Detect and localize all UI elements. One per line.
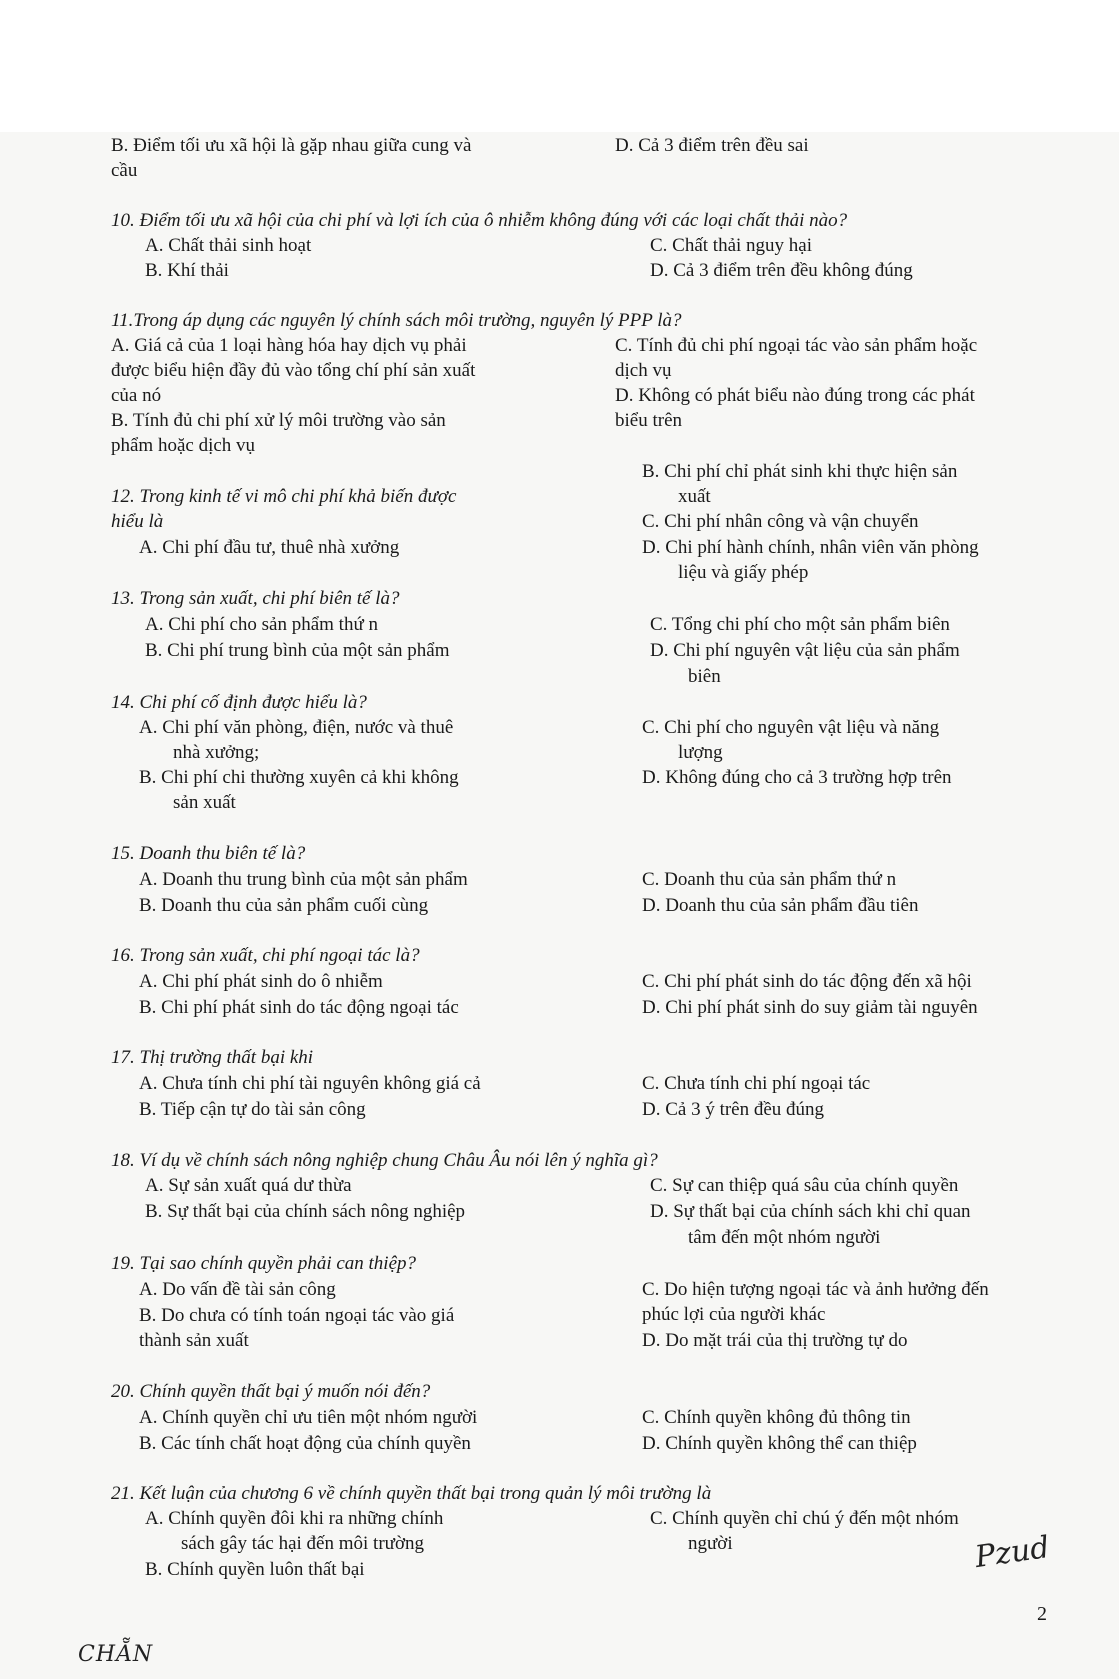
answer-line: cầu: [111, 160, 138, 181]
question-text: 17. Thị trường thất bại khi: [111, 1047, 314, 1068]
answer-line: C. Chi phí phát sinh do tác động đến xã hội: [642, 971, 972, 992]
answer-line: B. Do chưa có tính toán ngoại tác vào giá: [139, 1305, 455, 1326]
answer-line: C. Tính đủ chi phí ngoại tác vào sản phẩm hoặc: [615, 335, 978, 356]
answer-line: D. Sự thất bại của chính sách khi chỉ quan: [650, 1201, 971, 1222]
answer-line: biểu trên: [615, 410, 683, 431]
answer-line: A. Chất thải sinh hoạt: [145, 235, 312, 256]
answer-line: được biểu hiện đầy đủ vào tổng chí phí sản xuất: [111, 360, 476, 381]
answer-line: người: [688, 1533, 733, 1554]
answer-line: C. Sự can thiệp quá sâu của chính quyền: [650, 1175, 959, 1196]
answer-line: A. Chi phí phát sinh do ô nhiễm: [139, 971, 383, 992]
question-text: 15. Doanh thu biên tế là?: [111, 843, 306, 864]
answer-line: thành sản xuất: [139, 1330, 249, 1351]
answer-line: B. Tính đủ chi phí xử lý môi trường vào sản: [111, 410, 446, 431]
answer-line: D. Chi phí phát sinh do suy giảm tài nguyên: [642, 997, 978, 1018]
answer-line: C. Chính quyền chỉ chú ý đến một nhóm: [650, 1508, 959, 1529]
answer-line: B. Doanh thu của sản phẩm cuối cùng: [139, 895, 429, 916]
answer-line: tâm đến một nhóm người: [688, 1227, 881, 1248]
answer-line: dịch vụ: [615, 360, 672, 381]
answer-line: B. Chi phí trung bình của một sản phẩm: [145, 640, 450, 661]
handwritten-note: CHẴN: [78, 1642, 154, 1667]
answer-line: C. Chưa tính chi phí ngoại tác: [642, 1073, 871, 1094]
answer-line: B. Chi phí chỉ phát sinh khi thực hiện sản: [642, 461, 958, 482]
question-text: 14. Chi phí cố định được hiểu là?: [111, 692, 367, 713]
answer-line: D. Chi phí nguyên vật liệu của sản phẩm: [650, 640, 960, 661]
answer-line: phúc lợi của người khác: [642, 1304, 826, 1325]
answer-line: B. Tiếp cận tự do tài sản công: [139, 1099, 366, 1120]
question-text: 11.Trong áp dụng các nguyên lý chính sách môi trường, nguyên lý PPP là?: [111, 310, 682, 331]
question-text: 13. Trong sản xuất, chi phí biên tế là?: [111, 588, 400, 609]
answer-line: A. Doanh thu trung bình của một sản phẩm: [139, 869, 468, 890]
answer-line: D. Cả 3 điểm trên đều không đúng: [650, 260, 913, 281]
answer-line: liệu và giấy phép: [678, 562, 809, 583]
answer-line: A. Giá cả của 1 loại hàng hóa hay dịch vụ phải: [111, 335, 467, 356]
answer-line: B. Sự thất bại của chính sách nông nghiệp: [145, 1201, 466, 1222]
question-text: 20. Chính quyền thất bại ý muốn nói đến?: [111, 1381, 431, 1402]
answer-line: sản xuất: [173, 792, 236, 813]
answer-line: B. Các tính chất hoạt động của chính quyền: [139, 1433, 471, 1454]
question-text: 16. Trong sản xuất, chi phí ngoại tác là?: [111, 945, 420, 966]
answer-line: B. Khí thải: [145, 260, 229, 281]
answer-line: C. Do hiện tượng ngoại tác và ảnh hưởng đến: [642, 1279, 989, 1300]
question-text: 19. Tại sao chính quyền phải can thiệp?: [111, 1253, 417, 1274]
answer-line: C. Tổng chi phí cho một sản phẩm biên: [650, 614, 950, 635]
answer-line: phẩm hoặc dịch vụ: [111, 435, 256, 456]
answer-line: C. Chính quyền không đủ thông tin: [642, 1407, 911, 1428]
answer-line: A. Chi phí cho sản phẩm thứ n: [145, 614, 379, 635]
answer-line: sách gây tác hại đến môi trường: [181, 1533, 424, 1554]
answer-line: D. Không có phát biểu nào đúng trong các phát: [615, 385, 975, 406]
question-text: 21. Kết luận của chương 6 về chính quyền thất bại trong quản lý môi trường là: [111, 1483, 712, 1504]
question-text: 10. Điểm tối ưu xã hội của chi phí và lợi ích của ô nhiễm không đúng với các loại chất thải nào?: [111, 210, 848, 231]
answer-line: A. Chính quyền đôi khi ra những chính: [145, 1508, 444, 1529]
answer-line: B. Điểm tối ưu xã hội là gặp nhau giữa cung và: [111, 135, 472, 156]
answer-line: xuất: [678, 486, 711, 507]
question-text: 12. Trong kinh tế vi mô chi phí khả biến được: [111, 486, 457, 507]
answer-line: D. Cả 3 điểm trên đều sai: [615, 135, 809, 156]
answer-line: B. Chính quyền luôn thất bại: [145, 1559, 365, 1580]
answer-line: A. Chưa tính chi phí tài nguyên không giá cả: [139, 1073, 481, 1094]
question-text: 18. Ví dụ về chính sách nông nghiệp chung Châu Âu nói lên ý nghĩa gì?: [111, 1150, 658, 1171]
answer-line: C. Chất thải nguy hại: [650, 235, 813, 256]
answer-line: của nó: [111, 385, 162, 406]
question-text: hiểu là: [111, 511, 164, 532]
answer-line: B. Chi phí phát sinh do tác động ngoại tác: [139, 997, 459, 1018]
answer-line: A. Sự sản xuất quá dư thừa: [145, 1175, 352, 1196]
answer-line: A. Chi phí đầu tư, thuê nhà xưởng: [139, 537, 400, 558]
answer-line: C. Doanh thu của sản phẩm thứ n: [642, 869, 897, 890]
page-number: 2: [1037, 1603, 1047, 1625]
answer-line: nhà xưởng;: [173, 742, 260, 763]
answer-line: A. Chi phí văn phòng, điện, nước và thuê: [139, 717, 454, 738]
answer-line: B. Chi phí chi thường xuyên cả khi không: [139, 767, 459, 788]
answer-line: D. Chính quyền không thể can thiệp: [642, 1433, 917, 1454]
answer-line: D. Không đúng cho cả 3 trường hợp trên: [642, 767, 952, 788]
signature: Pzud: [972, 1529, 1052, 1576]
answer-line: biên: [688, 666, 721, 687]
answer-line: A. Chính quyền chỉ ưu tiên một nhóm người: [139, 1407, 478, 1428]
answer-line: D. Doanh thu của sản phẩm đầu tiên: [642, 895, 919, 916]
answer-line: C. Chi phí cho nguyên vật liệu và năng: [642, 717, 940, 738]
answer-line: D. Chi phí hành chính, nhân viên văn phòng: [642, 537, 979, 558]
answer-line: D. Do mặt trái của thị trường tự do: [642, 1330, 908, 1351]
answer-line: C. Chi phí nhân công và vận chuyển: [642, 511, 919, 532]
answer-line: A. Do vấn đề tài sản công: [139, 1279, 336, 1300]
answer-line: lượng: [678, 742, 723, 763]
answer-line: D. Cả 3 ý trên đều đúng: [642, 1099, 825, 1120]
